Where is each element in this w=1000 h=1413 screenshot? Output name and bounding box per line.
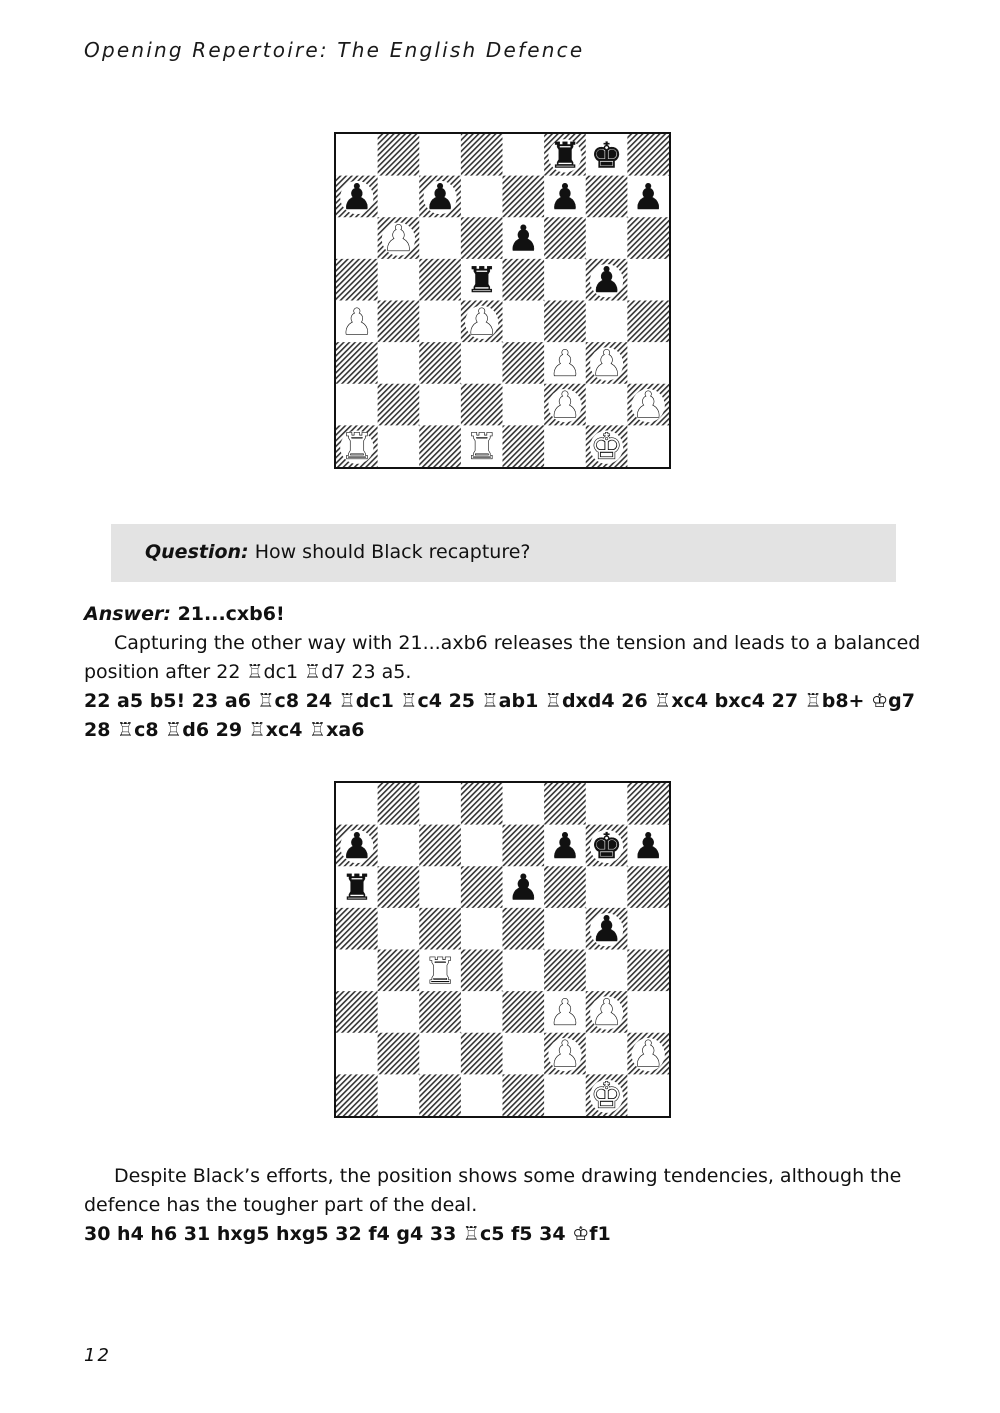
white-pawn-g3	[590, 343, 623, 384]
svg-text:♚: ♚	[590, 1075, 623, 1116]
white-king-g1	[590, 1076, 623, 1116]
square-h5	[627, 908, 669, 950]
black-pawn-g5	[590, 909, 623, 950]
square-e5	[503, 259, 545, 301]
square-b5	[378, 908, 420, 950]
square-a3	[336, 342, 378, 384]
square-h6	[627, 866, 669, 908]
black-pawn-c7	[423, 177, 456, 218]
square-d3	[461, 342, 503, 384]
square-c1	[419, 425, 461, 467]
svg-text:♟: ♟	[549, 825, 581, 867]
svg-text:♟: ♟	[590, 992, 623, 1034]
chess-diagram-2	[334, 781, 671, 1118]
square-g4	[586, 950, 628, 992]
svg-text:♟: ♟	[590, 343, 623, 385]
running-head: Opening Repertoire: The English Defence	[84, 38, 585, 62]
square-e2	[503, 1033, 545, 1075]
moves-1: 22 a5 b5! 23 a6 ♖c8 24 ♖dc1 ♖c4 25 ♖ab1 ♖dxd4 26 ♖xc4 bxc4 27 ♖b8+ ♔g7 28 ♖c8 ♖d6 29 ♖xc4 ♖xa6	[84, 690, 915, 741]
square-h5	[627, 259, 669, 301]
svg-text:♜: ♜	[465, 426, 498, 467]
black-rook-f8	[548, 135, 581, 176]
square-c3	[419, 342, 461, 384]
square-d8	[461, 134, 503, 176]
square-b4	[378, 301, 420, 343]
square-h3	[627, 991, 669, 1033]
square-a1	[336, 1074, 378, 1116]
moves-2: 30 h4 h6 31 hxg5 hxg5 32 f4 g4 33 ♖c5 f5 34 ♔f1	[84, 1223, 611, 1245]
square-g4	[586, 301, 628, 343]
square-e4	[503, 950, 545, 992]
square-e3	[503, 991, 545, 1033]
square-e1	[503, 1074, 545, 1116]
square-e3	[503, 342, 545, 384]
white-pawn-g3	[590, 992, 623, 1033]
white-pawn-b6	[382, 219, 415, 260]
square-a4	[336, 950, 378, 992]
white-pawn-f3	[548, 992, 581, 1033]
square-c7	[419, 825, 461, 867]
svg-text:♟: ♟	[549, 176, 581, 218]
white-pawn-a4	[340, 302, 373, 343]
svg-text:♟: ♟	[549, 992, 581, 1034]
question-box	[111, 524, 896, 582]
square-d4	[461, 950, 503, 992]
square-b1	[378, 1074, 420, 1116]
svg-text:♚: ♚	[590, 426, 623, 467]
svg-text:♜: ♜	[549, 135, 581, 177]
square-c6	[419, 866, 461, 908]
white-rook-d1	[465, 427, 498, 467]
square-f6	[544, 217, 586, 259]
svg-text:♜: ♜	[340, 867, 373, 909]
black-pawn-a7	[340, 177, 373, 218]
svg-text:♟: ♟	[590, 909, 623, 951]
square-g7	[586, 176, 628, 218]
black-pawn-f7	[548, 177, 581, 218]
square-b8	[378, 134, 420, 176]
square-b5	[378, 259, 420, 301]
square-d2	[461, 1033, 503, 1075]
square-a8	[336, 134, 378, 176]
square-b7	[378, 176, 420, 218]
square-g8	[586, 783, 628, 825]
svg-text:♟: ♟	[549, 1034, 581, 1076]
square-f5	[544, 259, 586, 301]
square-h6	[627, 217, 669, 259]
black-pawn-e6	[507, 219, 540, 260]
svg-text:♚: ♚	[590, 135, 623, 177]
square-e1	[503, 425, 545, 467]
chess-diagram-1	[334, 132, 671, 469]
white-pawn-d4	[465, 302, 498, 343]
square-h3	[627, 342, 669, 384]
square-f8	[544, 783, 586, 825]
svg-text:♟: ♟	[340, 825, 373, 867]
white-pawn-f3	[548, 343, 581, 384]
svg-text:♟: ♟	[507, 218, 540, 260]
square-g6	[586, 217, 628, 259]
square-f5	[544, 908, 586, 950]
answer-label: Answer:	[84, 603, 171, 625]
square-g2	[586, 384, 628, 426]
square-c4	[419, 301, 461, 343]
black-pawn-h7	[632, 177, 665, 218]
square-a5	[336, 908, 378, 950]
square-c6	[419, 217, 461, 259]
white-pawn-f2	[548, 385, 581, 426]
square-d6	[461, 866, 503, 908]
square-f6	[544, 866, 586, 908]
square-h8	[627, 783, 669, 825]
square-b4	[378, 950, 420, 992]
svg-text:♜: ♜	[465, 260, 498, 302]
square-c8	[419, 134, 461, 176]
svg-text:♜: ♜	[424, 950, 456, 992]
svg-text:♟: ♟	[465, 301, 498, 343]
svg-text:♟: ♟	[424, 176, 456, 218]
square-c2	[419, 1033, 461, 1075]
square-f1	[544, 425, 586, 467]
square-b1	[378, 425, 420, 467]
square-h1	[627, 1074, 669, 1116]
black-rook-a6	[340, 868, 373, 909]
white-pawn-h2	[632, 385, 665, 426]
square-h1	[627, 425, 669, 467]
square-a2	[336, 1033, 378, 1075]
square-f1	[544, 1074, 586, 1116]
square-e2	[503, 384, 545, 426]
white-pawn-f2	[548, 1034, 581, 1075]
square-a2	[336, 384, 378, 426]
square-a8	[336, 783, 378, 825]
square-b8	[378, 783, 420, 825]
square-f4	[544, 301, 586, 343]
svg-text:♟: ♟	[382, 218, 415, 260]
square-b6	[378, 866, 420, 908]
svg-text:♟: ♟	[549, 385, 581, 427]
paragraph-2: Despite Black’s efforts, the position shows some drawing tendencies, although the defence has the tougher part of the deal.	[84, 1165, 902, 1216]
square-e4	[503, 301, 545, 343]
white-rook-c4	[423, 951, 456, 992]
svg-text:♜: ♜	[340, 426, 373, 467]
svg-text:♟: ♟	[632, 176, 665, 218]
square-e8	[503, 783, 545, 825]
square-d6	[461, 217, 503, 259]
black-rook-d5	[465, 260, 498, 301]
square-a6	[336, 217, 378, 259]
square-g6	[586, 866, 628, 908]
square-h4	[627, 950, 669, 992]
square-c5	[419, 908, 461, 950]
square-c2	[419, 384, 461, 426]
svg-text:♟: ♟	[632, 825, 665, 867]
black-pawn-g5	[590, 260, 623, 301]
black-pawn-h7	[632, 826, 665, 867]
square-b3	[378, 342, 420, 384]
svg-text:♟: ♟	[340, 301, 373, 343]
square-a3	[336, 991, 378, 1033]
square-b2	[378, 1033, 420, 1075]
square-e7	[503, 825, 545, 867]
svg-text:♟: ♟	[632, 385, 665, 427]
white-king-g1	[590, 427, 623, 467]
square-d5	[461, 908, 503, 950]
svg-text:♟: ♟	[507, 867, 540, 909]
square-e8	[503, 134, 545, 176]
svg-text:♚: ♚	[590, 825, 623, 867]
square-d3	[461, 991, 503, 1033]
question-text: How should Black recapture?	[248, 541, 531, 563]
square-c5	[419, 259, 461, 301]
square-d1	[461, 1074, 503, 1116]
black-king-g8	[590, 135, 623, 176]
white-pawn-h2	[632, 1034, 665, 1075]
svg-text:♟: ♟	[590, 260, 623, 302]
square-e7	[503, 176, 545, 218]
square-g2	[586, 1033, 628, 1075]
square-c8	[419, 783, 461, 825]
square-b3	[378, 991, 420, 1033]
black-king-g7	[590, 826, 623, 867]
question-label: Question:	[145, 541, 249, 563]
square-d7	[461, 176, 503, 218]
paragraph-1: Capturing the other way with 21...axb6 releases the tension and leads to a balanced position after 22 ♖dc1 ♖d7 23 a5.	[84, 632, 921, 683]
black-pawn-a7	[340, 826, 373, 867]
black-pawn-f7	[548, 826, 581, 867]
square-h4	[627, 301, 669, 343]
square-b2	[378, 384, 420, 426]
square-d2	[461, 384, 503, 426]
square-a5	[336, 259, 378, 301]
square-d8	[461, 783, 503, 825]
answer-move: 21...cxb6!	[170, 603, 285, 625]
svg-text:♟: ♟	[632, 1034, 665, 1076]
square-c1	[419, 1074, 461, 1116]
square-h8	[627, 134, 669, 176]
square-b7	[378, 825, 420, 867]
white-rook-a1	[340, 427, 373, 467]
page-number: 12	[84, 1345, 111, 1366]
square-e5	[503, 908, 545, 950]
black-pawn-e6	[507, 868, 540, 909]
square-c3	[419, 991, 461, 1033]
square-d7	[461, 825, 503, 867]
square-f4	[544, 950, 586, 992]
answer-line	[84, 600, 924, 629]
svg-text:♟: ♟	[549, 343, 581, 385]
svg-text:♟: ♟	[340, 176, 373, 218]
